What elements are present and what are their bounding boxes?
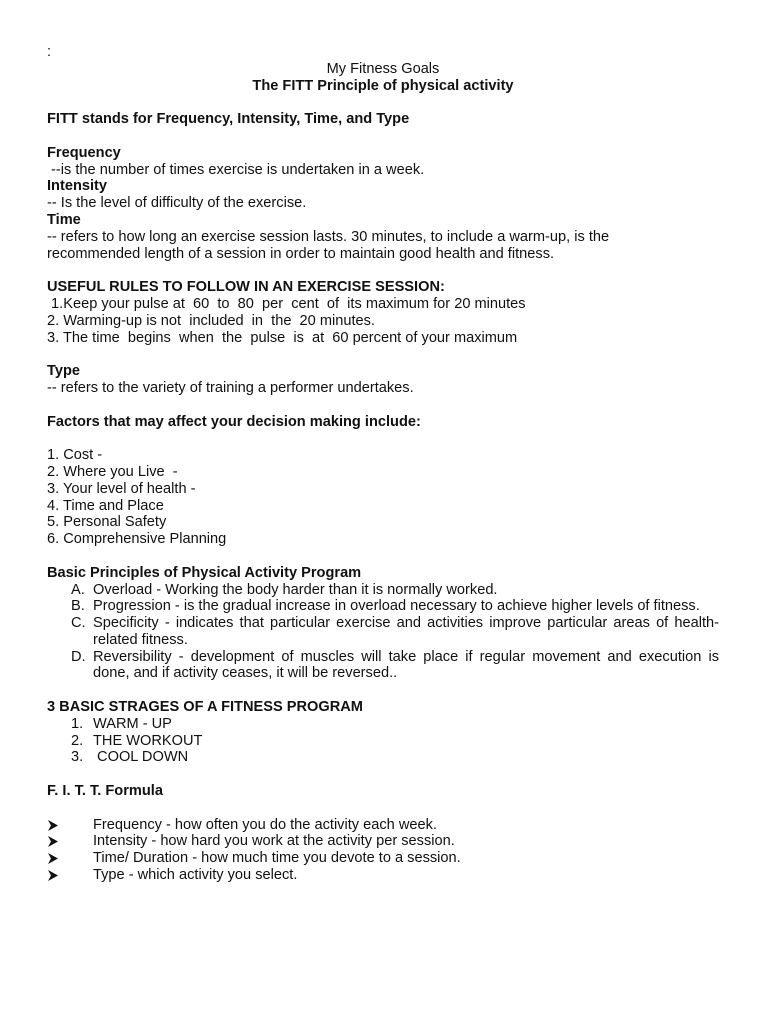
list-item — [47, 582, 719, 599]
factor-item: 4. Time and Place — [47, 497, 164, 514]
list-item-text: Type - which activity you select. — [93, 867, 298, 884]
formula-heading: F. I. T. T. Formula — [47, 783, 163, 800]
principles-list — [47, 582, 719, 683]
factor-item: 3. Your level of health - — [47, 480, 196, 497]
factor-item: 6. Comprehensive Planning — [47, 531, 227, 548]
page-subtitle: The FITT Principle of physical activity — [252, 77, 514, 94]
time-heading: Time — [47, 211, 81, 228]
factor-item: 1. Cost - — [47, 447, 103, 464]
list-item-text: Time/ Duration - how much time you devote to a session. — [93, 850, 461, 867]
arrow-bullet-icon — [47, 833, 93, 847]
arrow-bullet-icon — [47, 850, 93, 864]
list-item — [47, 867, 719, 884]
rule-item: 1.Keep your pulse at 60 to 80 per cent of its maximum for 20 minutes — [47, 295, 526, 312]
arrow-bullet-icon — [47, 817, 93, 831]
rule-item: 3. The time begins when the pulse is at 60 percent of your maximum — [47, 329, 518, 346]
time-text-line1: -- refers to how long an exercise session lasts. 30 minutes, to include a warm-up, is the — [47, 228, 610, 245]
list-item — [47, 615, 719, 649]
header-mark: : — [47, 44, 52, 60]
principles-heading: Basic Principles of Physical Activity Program — [47, 564, 362, 581]
list-item — [47, 649, 719, 683]
list-item-text: Progression - is the gradual increase in overload necessary to achieve higher levels of fitness. — [93, 598, 700, 615]
list-marker: C. — [71, 615, 86, 632]
page-title: My Fitness Goals — [326, 60, 440, 77]
intensity-text: -- Is the level of difficulty of the exercise. — [47, 195, 307, 212]
type-heading: Type — [47, 363, 80, 380]
list-item — [47, 833, 719, 850]
arrow-bullet-icon — [47, 867, 93, 881]
frequency-text: --is the number of times exercise is undertaken in a week. — [47, 161, 425, 178]
time-text-line2: recommended length of a session in order to maintain good health and fitness. — [47, 245, 555, 262]
fitt-definition: FITT stands for Frequency, Intensity, Time, and Type — [47, 111, 410, 128]
rule-item: 2. Warming-up is not included in the 20 minutes. — [47, 312, 375, 329]
document-page — [47, 44, 719, 884]
stages-heading: 3 BASIC STRAGES OF A FITNESS PROGRAM — [47, 699, 363, 716]
list-item-text: Frequency - how often you do the activity each week. — [93, 816, 437, 833]
list-item — [47, 817, 719, 834]
list-item-text: Intensity - how hard you work at the activity per session. — [93, 833, 455, 850]
list-item-text: COOL DOWN — [93, 749, 189, 766]
rules-heading: USEFUL RULES TO FOLLOW IN AN EXERCISE SESSION: — [47, 279, 445, 296]
list-item — [47, 749, 719, 766]
list-marker: 1. — [71, 715, 84, 732]
factors-heading: Factors that may affect your decision making include: — [47, 413, 421, 430]
intensity-heading: Intensity — [47, 178, 108, 195]
factor-item: 2. Where you Live - — [47, 463, 178, 480]
frequency-heading: Frequency — [47, 144, 121, 161]
type-text: -- refers to the variety of training a performer undertakes. — [47, 379, 414, 396]
factor-item: 5. Personal Safety — [47, 514, 167, 531]
list-item-text: WARM - UP — [93, 715, 172, 732]
list-item-text: THE WORKOUT — [93, 732, 203, 749]
list-item — [47, 716, 719, 733]
list-marker: 2. — [71, 732, 84, 749]
stages-list — [47, 716, 719, 766]
list-marker: A. — [71, 581, 85, 598]
list-item — [47, 850, 719, 867]
list-marker: D. — [71, 648, 86, 665]
list-item-text: Overload - Working the body harder than it is normally worked. — [93, 581, 498, 598]
list-item — [47, 733, 719, 750]
formula-list — [47, 817, 719, 884]
list-item-text: Reversibility - development of muscles will take place if regular movement and execution is done, and if activity ceases, it will be reversed.. — [93, 648, 719, 682]
list-marker: B. — [71, 598, 85, 615]
list-item-text: Specificity - indicates that particular exercise and activities improve particular areas of health-related fitness. — [93, 615, 719, 648]
list-marker: 3. — [71, 749, 84, 766]
list-item — [47, 598, 719, 615]
